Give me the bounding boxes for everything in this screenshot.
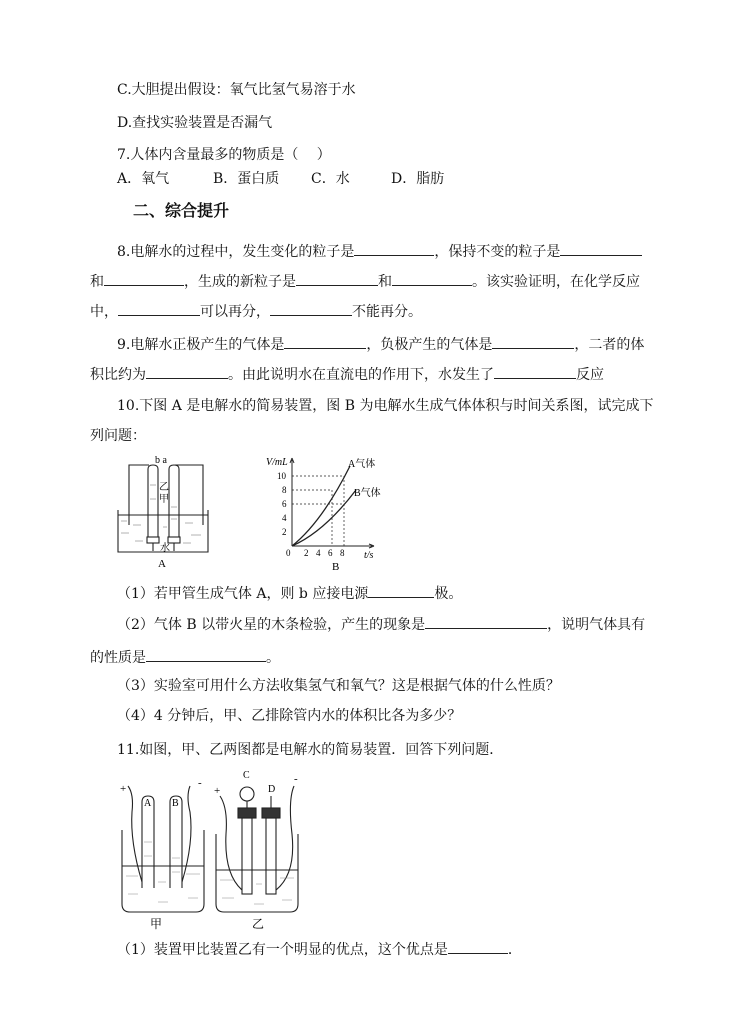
q8-blank-6[interactable] (118, 300, 200, 316)
q10-figure-b (262, 452, 392, 572)
q7-option-c: C．水 (311, 171, 350, 187)
q8-text-7: 中， (90, 304, 118, 320)
q8-blank-3[interactable] (104, 270, 184, 286)
q10-sub2-blank-1[interactable] (425, 613, 547, 629)
q9-text-5: 。由此说明水在直流电的作用下，水发生了 (228, 367, 494, 383)
guide-a-6 (292, 490, 332, 546)
origin-label: 0 (286, 548, 291, 558)
q9-blank-1[interactable] (284, 333, 366, 349)
section-heading: 二、综合提升 (133, 201, 230, 220)
q9-blank-3[interactable] (146, 363, 228, 379)
q10-sub1-text-a: （1）若甲管生成气体 A，则 b 应接电源 (117, 586, 369, 602)
q11-sub1-blank[interactable] (448, 938, 508, 954)
q8-blank-1[interactable] (354, 240, 434, 256)
q7-option-b: B．蛋白质 (213, 171, 280, 187)
q8-text-1: 8.电解水的过程中，发生变化的粒子是 (117, 244, 355, 260)
q8-blank-2[interactable] (560, 240, 642, 256)
q9-line1 (117, 333, 644, 355)
q8-line1 (117, 240, 642, 262)
q10-sub2-text-d: 。 (266, 650, 280, 666)
q9-text-2: ，负极产生的气体是 (366, 337, 493, 353)
q8-text-2: ，保持不变的粒子是 (434, 244, 561, 260)
q11-figure-yi (212, 764, 304, 932)
minus-sign: - (294, 773, 298, 785)
q11-sub1-text-a: （1）装置甲比装置乙有一个明显的优点，这个优点是 (117, 942, 448, 958)
q10-sub1-blank[interactable] (368, 582, 434, 598)
guide-a-8 (292, 476, 344, 546)
tube-d (266, 818, 276, 894)
tube-right (169, 465, 179, 537)
q9-text-6: 反应 (576, 367, 604, 383)
xtick-2: 2 (304, 548, 309, 558)
q9-text-4: 积比约为 (90, 367, 146, 383)
q8-line2 (90, 270, 640, 292)
stopper-c (238, 808, 256, 818)
q10-stem-line2: 列问题： (90, 428, 146, 444)
label-ba: b a (155, 455, 167, 466)
q10-sub3: （3）实验室可用什么方法收集氢气和氧气？这是根据气体的什么性质？ (117, 678, 560, 694)
q9-line2 (90, 363, 604, 385)
q8-text-4: ，生成的新粒子是 (184, 274, 296, 290)
tube-left (148, 465, 158, 537)
q7-options (117, 169, 444, 189)
electrode-left (147, 537, 159, 543)
label-water: 水 (160, 543, 170, 554)
q10-sub2-line1 (117, 613, 645, 635)
q6-option-d: D.查找实验装置是否漏气 (117, 115, 273, 131)
q8-text-8: 可以再分， (200, 304, 270, 320)
q10-sub2-text-c: 的性质是 (90, 650, 146, 666)
ytick-6: 6 (282, 499, 287, 509)
ytick-10: 10 (277, 471, 286, 481)
bulb-c (240, 787, 254, 801)
series-a-label: A气体 (348, 459, 376, 470)
caption-a: A (158, 558, 166, 570)
minus-sign: - (198, 777, 202, 789)
beaker (216, 834, 298, 912)
q11-figure-jia (118, 772, 210, 932)
curve-a (292, 466, 350, 546)
ytick-4: 4 (282, 513, 287, 523)
caption-jia: 甲 (150, 917, 163, 931)
caption-b: B (332, 561, 340, 572)
label-a: A (144, 798, 152, 809)
label-b: B (172, 798, 179, 809)
q8-text-3: 和 (90, 274, 104, 290)
wire-right (182, 786, 191, 882)
ytick-8: 8 (282, 485, 287, 495)
label-c: C (243, 770, 250, 781)
q9-blank-4[interactable] (494, 363, 576, 379)
q9-text-3: ，二者的体 (574, 337, 645, 353)
q11-sub1-text-b: ． (507, 942, 522, 958)
q10-sub2-text-a: （2）气体 B 以带火星的木条检验，产生的现象是 (117, 617, 426, 633)
x-axis-label: t/s (364, 550, 374, 561)
series-b-label: B气体 (354, 488, 381, 499)
plus-sign: + (214, 785, 221, 797)
wire-right (276, 786, 294, 890)
caption-yi: 乙 (252, 917, 265, 931)
y-axis-label: V/mL (266, 457, 288, 468)
q9-text-1: 9.电解水正极产生的气体是 (117, 337, 285, 353)
q8-text-9: 不能再分。 (352, 304, 422, 320)
q7-option-a: A．氧气 (117, 171, 170, 187)
ytick-2: 2 (282, 527, 287, 537)
q11-sub1 (117, 938, 522, 960)
wire-left (128, 786, 142, 882)
label-d: D (268, 784, 276, 795)
q8-text-6: 。该实验证明，在化学反应 (472, 274, 640, 290)
q8-blank-7[interactable] (270, 300, 352, 316)
label-yi: 乙 (159, 482, 169, 493)
q10-sub2-text-b: ，说明气体具有 (547, 617, 646, 633)
q6-option-c: C.大胆提出假设：氧气比氢气易溶于水 (117, 82, 356, 98)
q7-option-d: D．脂肪 (391, 171, 445, 187)
q10-stem-line1: 10.下图 A 是电解水的简易装置，图 B 为电解水生成气体体积与时间关系图，试完成下 (117, 398, 654, 414)
q8-blank-5[interactable] (392, 270, 472, 286)
q11-stem: 11.如图，甲、乙两图都是电解水的简易装置．回答下列问题． (117, 742, 504, 758)
xtick-6: 6 (328, 548, 333, 558)
q10-sub1-text-b: 极。 (434, 586, 463, 602)
q10-sub2-line2 (90, 646, 280, 668)
q7-stem: 7.人体内含量最多的物质是（ ） (117, 147, 331, 163)
q8-blank-4[interactable] (296, 270, 378, 286)
q10-figure-a (113, 455, 213, 570)
q10-sub4: （4）4 分钟后，甲、乙排除管内水的体积比各为多少？ (117, 708, 462, 724)
tube-c (242, 818, 252, 894)
q8-text-5: 和 (378, 274, 392, 290)
label-jia: 甲 (159, 494, 169, 505)
xtick-8: 8 (340, 548, 345, 558)
q10-sub1 (117, 582, 462, 604)
tube-b (170, 796, 182, 888)
beaker (122, 830, 204, 912)
q9-blank-2[interactable] (492, 333, 574, 349)
q8-line3 (90, 300, 422, 322)
q10-sub2-blank-2[interactable] (146, 646, 266, 662)
xtick-4: 4 (316, 548, 321, 558)
stopper-d (262, 808, 280, 818)
plus-sign: + (120, 783, 127, 795)
wire-left (129, 465, 149, 525)
